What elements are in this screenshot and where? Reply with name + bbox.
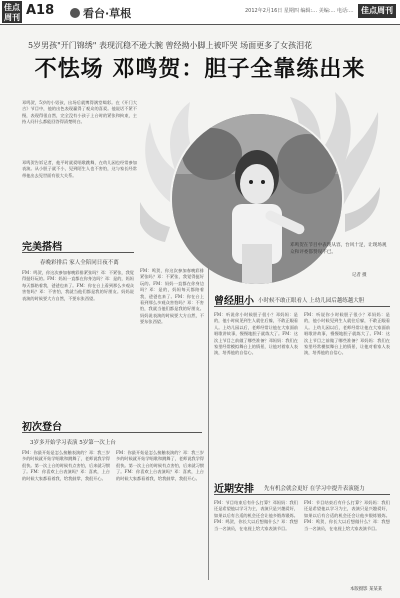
divider: [214, 494, 390, 495]
section-4-title: 近期安排: [214, 484, 254, 495]
section-3-subtitle: 小时候不敢正眼看人 上幼儿园后越练越大胆: [258, 298, 365, 304]
divider: [214, 306, 390, 307]
section-2-subtitle: 3岁多开始学习表演 5岁第一次上台: [30, 440, 116, 446]
section-4-body-cont: FM：节目结束后有什么打算？邓妈妈：我们还是希望他以学习为主，表演只是兴趣爱好，如果以后有合适的机会还会让他多锻炼锻炼。FM：鸣贺，你长大以后想做什么？邓：我想当一名演员，在电视上给大家表演节目。: [304, 500, 390, 531]
section-1-title: 完美搭档: [22, 242, 62, 253]
divider: [22, 252, 134, 253]
section-name: 看台·草根: [70, 5, 131, 21]
main-headline: 不怯场 邓鸣贺：胆子全靠练出来: [34, 57, 366, 82]
section-1-body-cont: FM：鸣贺，你这次参加春晚彩排紧张吗？邓：不紧张，我觉得挺好玩的。FM：妈妈一直都在你身边吗？邓：是的，妈妈每天都陪着我，爸爸也来了。FM：你在台上看到那么多观众害怕吗？邓：不害怕，我就当他们都是我的好朋友。妈妈说表演的时候要大方自然，不要东张西望。: [140, 268, 204, 325]
section-3-body: FM：听说你小时候胆子很小？邓妈妈：是的，他小时候见到生人就往后躲，不敢正眼看人。上幼儿园以后，老师经常让他在大家面前唱歌讲故事，慢慢地胆子就练大了。FM：这次上节目之前做了哪些准备？邓妈妈：我们在家里经常模拟舞台上的情景，让他对着家人表演，培养他的自信心。: [214, 312, 298, 356]
section-3-title: 曾经胆小: [214, 296, 254, 307]
bottom-credit: 本版摄影 某某某: [350, 587, 383, 592]
masthead: [0, 0, 400, 25]
section-2-title: 初次登台: [22, 422, 62, 433]
issue-meta: 2012年2月16日 星期四 编辑:… 美编:… 电话:…: [245, 8, 354, 14]
section-2-body-cont: FM：你最开始是怎么接触表演的？邓：我三岁多的时候就开始学唱歌和跳舞了，老师说我学得很快。第一次上台的时候有点害怕，后来就习惯了。FM：你喜欢上台表演吗？邓：喜欢，上台的时候大家都看着我，给我鼓掌，我很开心。: [116, 450, 204, 481]
lead-paragraph-2: 邓鸣贺告诉记者，他平时就爱唱歌跳舞，在幼儿园也经常参加表演。从小胆子就不小，见到陌生人也不害怕，这与家长经常带他出去见世面有很大关系。: [22, 160, 137, 178]
kicker-line: 5岁男孩"开门锦绣" 表现沉稳不逊大腕 曾经拗小脚上被吓哭 场面更多了女孩泪花: [28, 41, 313, 50]
section-4-body: FM：节目结束后有什么打算？邓妈妈：我们还是希望他以学习为主，表演只是兴趣爱好，如果以后有合适的机会还会让他多锻炼锻炼。FM：鸣贺，你长大以后想做什么？邓：我想当一名演员，在电视上给大家表演节目。: [214, 500, 298, 531]
photo-caption: 邓鸣贺在节目中表现从容，台风十足，让现场观众和评委都赞叹不已。: [290, 243, 387, 255]
column-seal: 佳点 周刊: [4, 2, 20, 22]
photo-credit: 记者 摄: [352, 273, 367, 278]
lead-paragraph: 邓鸣贺，5岁的小男孩，出场后就博得满堂喝彩。在《开门大吉》节目中，他的出色表现赢得了观众的喜爱。他说话不紧不慢，表现得很自然，完全没有小孩子上台时的紧张和拘束，主持人问什么都能回答得清楚明白。: [22, 100, 137, 125]
corner-badge: 佳点周刊: [358, 4, 396, 18]
divider: [22, 432, 202, 433]
section-1-body: FM：鸣贺，你这次参加春晚彩排紧张吗？邓：不紧张，我觉得挺好玩的。FM：妈妈一直都在你身边吗？邓：是的，妈妈每天都陪着我，爸爸也来了。FM：你在台上看到那么多观众害怕吗？邓：不害怕，我就当他们都是我的好朋友。妈妈说表演的时候要大方自然，不要东张西望。: [22, 270, 134, 301]
section-2-body: FM：你最开始是怎么接触表演的？邓：我三岁多的时候就开始学唱歌和跳舞了，老师说我学得很快。第一次上台的时候有点害怕，后来就习惯了。FM：你喜欢上台表演吗？邓：喜欢，上台的时候大家都看着我，给我鼓掌，我很开心。: [22, 450, 110, 481]
section-1-subtitle: 春晚彩排后 家人全陪同日夜不离: [40, 260, 119, 266]
column-divider: [208, 262, 209, 580]
section-4-subtitle: 先有机会就会更好 在学习中提升表演能力: [264, 486, 365, 492]
page-number: A18: [26, 3, 55, 18]
section-3-body-cont: FM：听说你小时候胆子很小？邓妈妈：是的，他小时候见到生人就往后躲，不敢正眼看人。上幼儿园以后，老师经常让他在大家面前唱歌讲故事，慢慢地胆子就练大了。FM：这次上节目之前做了哪些准备？邓妈妈：我们在家里经常模拟舞台上的情景，让他对着家人表演，培养他的自信心。: [304, 312, 390, 356]
